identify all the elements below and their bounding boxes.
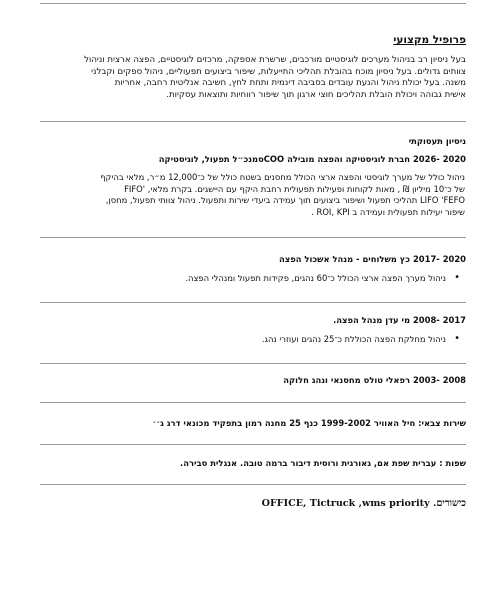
profile-paragraph <box>36 55 466 101</box>
profile-line: משנה. בעל יכולת ניהול והנעת עובדים בסביבה דינמית ותחת לחץ, חשיבה אנליטית רחבה, אחריות <box>114 78 466 89</box>
job-line: ניהול כולל של מערך לוגיסטי והפצה ארצי הכולל מחסנים בשטח כולל של כ־12,000 מ״ר, מלאי בהיקף <box>100 172 465 182</box>
divider <box>40 302 466 303</box>
military-service: שירות צבאי: חיל האוויר 1999-2002 כנף 25 מחנה רמון בתפקיד מכונאי דרג ג׳׳ <box>152 418 466 428</box>
profile-title: פרופיל מקצועי <box>393 34 466 46</box>
divider <box>40 3 466 4</box>
job-bullets <box>36 333 466 345</box>
skills: כישורים. OFFICE, Tictruck ,wms priority <box>261 498 466 509</box>
job-header: 2008 -2003 רפאלי טולס מחסנאי ונהג חלוקה <box>283 375 466 385</box>
divider <box>40 363 466 364</box>
list-item: • ניהול מערך הפצה ארצי הכולל כ־60 נהגים, פקידות תפעול ומנהלי הפצה. <box>36 272 466 284</box>
divider <box>40 121 466 122</box>
job-line: שיפור יעילות תפעולית ועמידה ב ROI, KPI . <box>311 206 465 217</box>
job-description <box>35 172 465 218</box>
experience-title: ניסיון תעסוקתי <box>408 136 466 146</box>
job-header: 2017 -2008 מי עדן מנהל הפצה. <box>333 315 466 325</box>
divider <box>40 484 466 485</box>
profile-line: בעל ניסיון רב בניהול מערכים לוגיסטיים מורכבים, שרשרת אספקה, מרכזים לוגיסטיים, הפצה ארצית וניהול <box>84 55 466 65</box>
job-header: 2020 -2026 חברת לוגיסטיקה והפצה מובילה COOסמנכ״ל תפעול, לוגיסטיקה <box>158 154 466 164</box>
job-line: של כ־10 מיליון ₪ , מאות לקוחות ופעילות תפעולית רחבת היקף עם היישגים. בקרת מלאי, 'FIFO <box>124 183 465 194</box>
profile-line: צוותים גדולים. בעל ניסיון מוכח בהובלת תהליכי התייעלות, שיפור ביצועים תפעוליים, ניהול ספקים וקבלני <box>91 66 466 77</box>
list-item: • ניהול מחלקת הפצה הכוללת כ־25 נהגים ועוזרי נהג. <box>36 333 466 345</box>
languages: שפות : עברית שפת אם, גאורגית ורוסית דיבור ברמה טובה. אנגלית סבירה. <box>180 458 466 468</box>
divider <box>40 237 466 238</box>
job-bullets <box>36 272 466 284</box>
job-line: LIFO 'FEFO תהליכי תפעול ושיפור ביצועים תוך עמידה ביעדי שירות ותפעול. ניהול צוותי תפעול, מחסן, <box>105 195 465 206</box>
job-header: 2020 -2017 כץ משלוחים - מנהל אשכול הפצה <box>279 254 466 264</box>
profile-line: אישית גבוהה ויכולת הובלת תהליכים חוצי ארגון תוך שיפור רווחיות ותוצאות עסקיות. <box>166 89 466 100</box>
divider <box>40 444 466 445</box>
divider <box>40 402 466 403</box>
